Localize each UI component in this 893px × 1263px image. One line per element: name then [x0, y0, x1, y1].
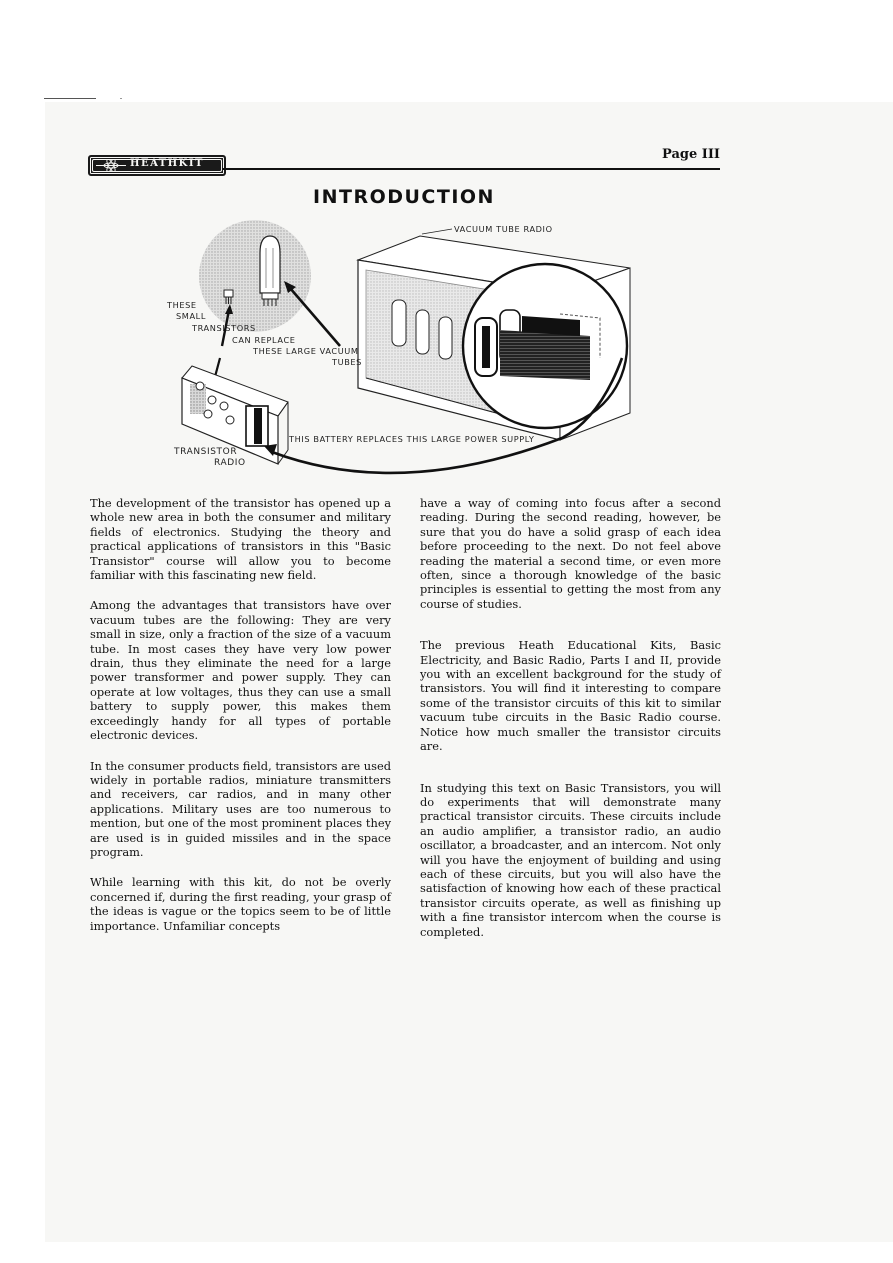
label-battery-caption: THIS BATTERY REPLACES THIS LARGE POWER SUPPLY — [289, 434, 535, 444]
vacuum-tube-radio-cabinet — [358, 236, 630, 440]
atom-icon — [96, 160, 126, 171]
vacuum-tube-icon — [260, 236, 280, 306]
label-transistors: TRANSISTORS — [192, 323, 256, 333]
paragraph: Among the advantages that transistors have over vacuum tubes are the following: They are very small in size, only a fraction of the size of a vacuum tube. In most cases they have very low power drain, thus they eliminate the need for a large power transformer and power supply. They can operate at low voltages, thus they can use a small battery to supply power, this makes them exceedingly handy for all types of portable electronic devices. — [90, 598, 391, 743]
right-column — [420, 496, 721, 939]
label-these: THESE — [167, 300, 197, 310]
paragraph: The previous Heath Educational Kits, Basic Electricity, and Basic Radio, Parts I and II, provide you with an excellent background for the study of transistors. You will find it interesting to compare some of the transistor circuits of this kit to similar vacuum tube circuits in the Basic Radio course. Notice how much smaller the transistor circuits are. — [420, 638, 721, 754]
transistor-vs-tube-illustration — [160, 218, 640, 480]
left-column — [90, 496, 391, 933]
label-radio: RADIO — [214, 458, 246, 468]
header-rule — [222, 168, 720, 170]
comparison-circle — [199, 220, 311, 332]
paragraph: The development of the transistor has opened up a whole new area in both the consumer and military fields of electronics. Studying the theory and practical applications of transistors in this "Basic Transistor" course will allow you to become familiar with this fascinating new field. — [90, 496, 391, 583]
label-small: SMALL — [176, 311, 206, 321]
paragraph: In the consumer products field, transistors are used widely in portable radios, miniature transmitters and receivers, car radios, and in many other applications. Military uses are too numerous to mention, but one of the most prominent places they are used is in guided missiles and in the space program. — [90, 758, 391, 859]
label-transistor: TRANSISTOR — [174, 447, 238, 457]
paragraph: have a way of coming into focus after a second reading. During the second reading, however, be sure that you do have a solid grasp of each idea before proceeding to the next. Do not feel above reading the material a second time, or even more often, since a thorough knowledge of the basic principles is essential to getting the most from any course of studies. — [420, 496, 721, 611]
logo-text: HEATHKIT — [130, 158, 204, 169]
label-tubes: TUBES — [332, 357, 362, 367]
label-these-large-vacuum: THESE LARGE VACUUM — [253, 346, 359, 356]
scan-speck — [120, 98, 122, 99]
illustration-drawing — [160, 218, 640, 480]
label-vacuum-tube-radio: VACUUM TUBE RADIO — [454, 224, 553, 234]
heathkit-logo — [88, 155, 226, 176]
label-can-replace: CAN REPLACE — [232, 335, 296, 345]
paragraph: In studying this text on Basic Transistors, you will do experiments that will demonstrate many practical transistor circuits. These circuits include an audio amplifier, a transistor radio, an audio oscillator, a broadcaster, and an intercom. Not only will you have the enjoyment of building and using each of these circuits, but you will also have the satisfaction of knowing how each of these practical transistor circuits operate, as well as finishing up with a fine transistor intercom when the course is completed. — [420, 780, 721, 939]
paragraph: While learning with this kit, do not be overly concerned if, during the first reading, your grasp of the ideas is vague or the topics seem to be of little importance. Unfamiliar concepts — [90, 875, 391, 933]
arrow-tube-to-tubes — [290, 288, 340, 346]
page-number: Page III — [662, 147, 720, 162]
scan-edge-mark — [44, 98, 96, 99]
page-title: INTRODUCTION — [313, 186, 495, 208]
